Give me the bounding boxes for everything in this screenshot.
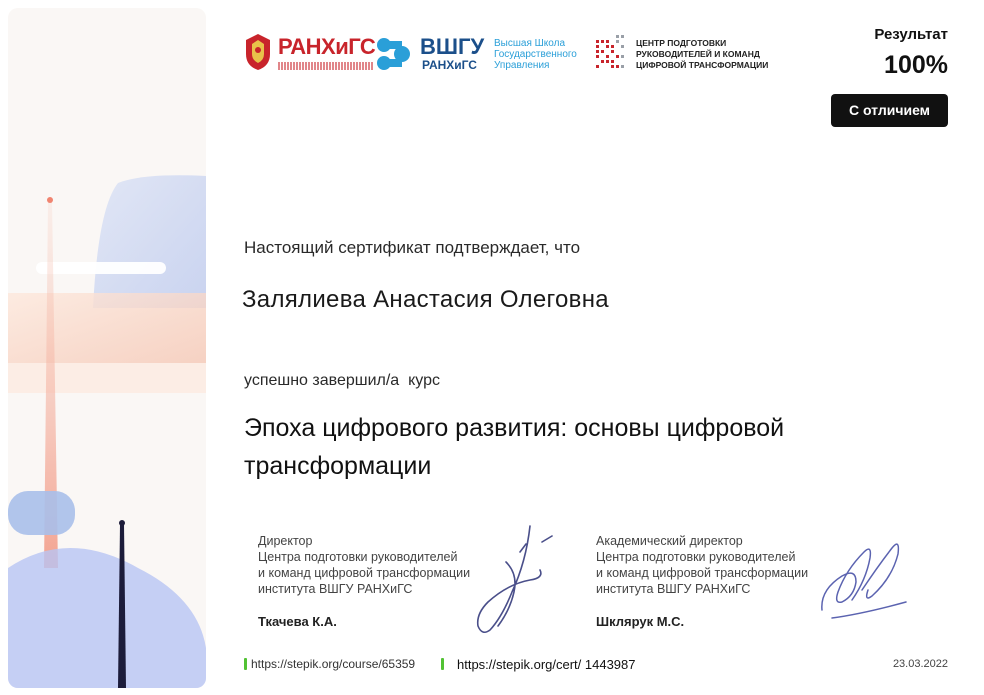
confirm-text: Настоящий сертификат подтверждает, что	[244, 238, 581, 257]
certificate-link[interactable]: https://stepik.org/cert/ 1443987	[457, 657, 636, 672]
center-line-1: ЦЕНТР ПОДГОТОВКИ	[636, 38, 727, 48]
center-logo-icon	[594, 32, 630, 72]
right-title-line-1: Академический директор	[596, 534, 743, 548]
vshgu-full-name	[494, 38, 577, 71]
issue-date: 23.03.2022	[892, 658, 948, 670]
right-signatory-title	[596, 533, 808, 597]
result-block	[874, 26, 948, 80]
left-title-line-1: Директор	[258, 534, 313, 548]
vshgu-full-line-3: Управления	[494, 60, 550, 71]
left-title-line-3: и команд цифровой трансформации	[258, 566, 471, 580]
cert-link-marker	[441, 658, 444, 670]
center-line-2: РУКОВОДИТЕЛЕЙ И КОМАНД	[636, 49, 760, 59]
vshgu-full-line-2: Государственного	[494, 49, 577, 60]
left-title-line-4: института ВШГУ РАНХиГС	[258, 582, 413, 596]
vshgu-sub: РАНХиГС	[422, 58, 477, 72]
right-title-line-4: института ВШГУ РАНХиГС	[596, 582, 751, 596]
right-signatory-name: Шклярук М.С.	[596, 614, 685, 629]
ranepa-emblem-icon	[242, 32, 274, 72]
vshgu-full-line-1: Высшая Школа	[494, 38, 566, 49]
left-signature-icon	[468, 522, 558, 637]
center-full-name	[636, 38, 768, 71]
center-line-3: ЦИФРОВОЙ ТРАНСФОРМАЦИИ	[636, 60, 769, 70]
course-link[interactable]: https://stepik.org/course/65359	[251, 657, 416, 671]
right-title-line-3: и команд цифровой трансформации	[596, 566, 809, 580]
left-signatory-title	[258, 533, 470, 597]
decorative-side-artwork	[8, 8, 206, 688]
left-title-line-2: Центра подготовки руководителей	[258, 550, 458, 564]
course-link-marker	[244, 658, 247, 670]
vshgu-abbr: ВШГУ	[420, 34, 485, 59]
honors-badge: С отличием	[831, 94, 948, 127]
result-label: Результат	[874, 26, 948, 43]
ranepa-logo-text: РАНХиГС	[278, 34, 376, 59]
course-title: Эпоха цифрового развития: основы цифровой трансформации	[244, 414, 785, 480]
vshgu-logo-icon	[375, 36, 413, 72]
completed-text: успешно завершил/а курс	[244, 372, 440, 389]
right-signature-icon	[812, 530, 912, 630]
recipient-name: Залялиева Анастасия Олеговна	[242, 286, 609, 313]
ranepa-logo-underline	[278, 62, 374, 70]
result-value: 100%	[884, 51, 948, 79]
right-title-line-2: Центра подготовки руководителей	[596, 550, 796, 564]
left-signatory-name: Ткачева К.А.	[258, 614, 337, 629]
